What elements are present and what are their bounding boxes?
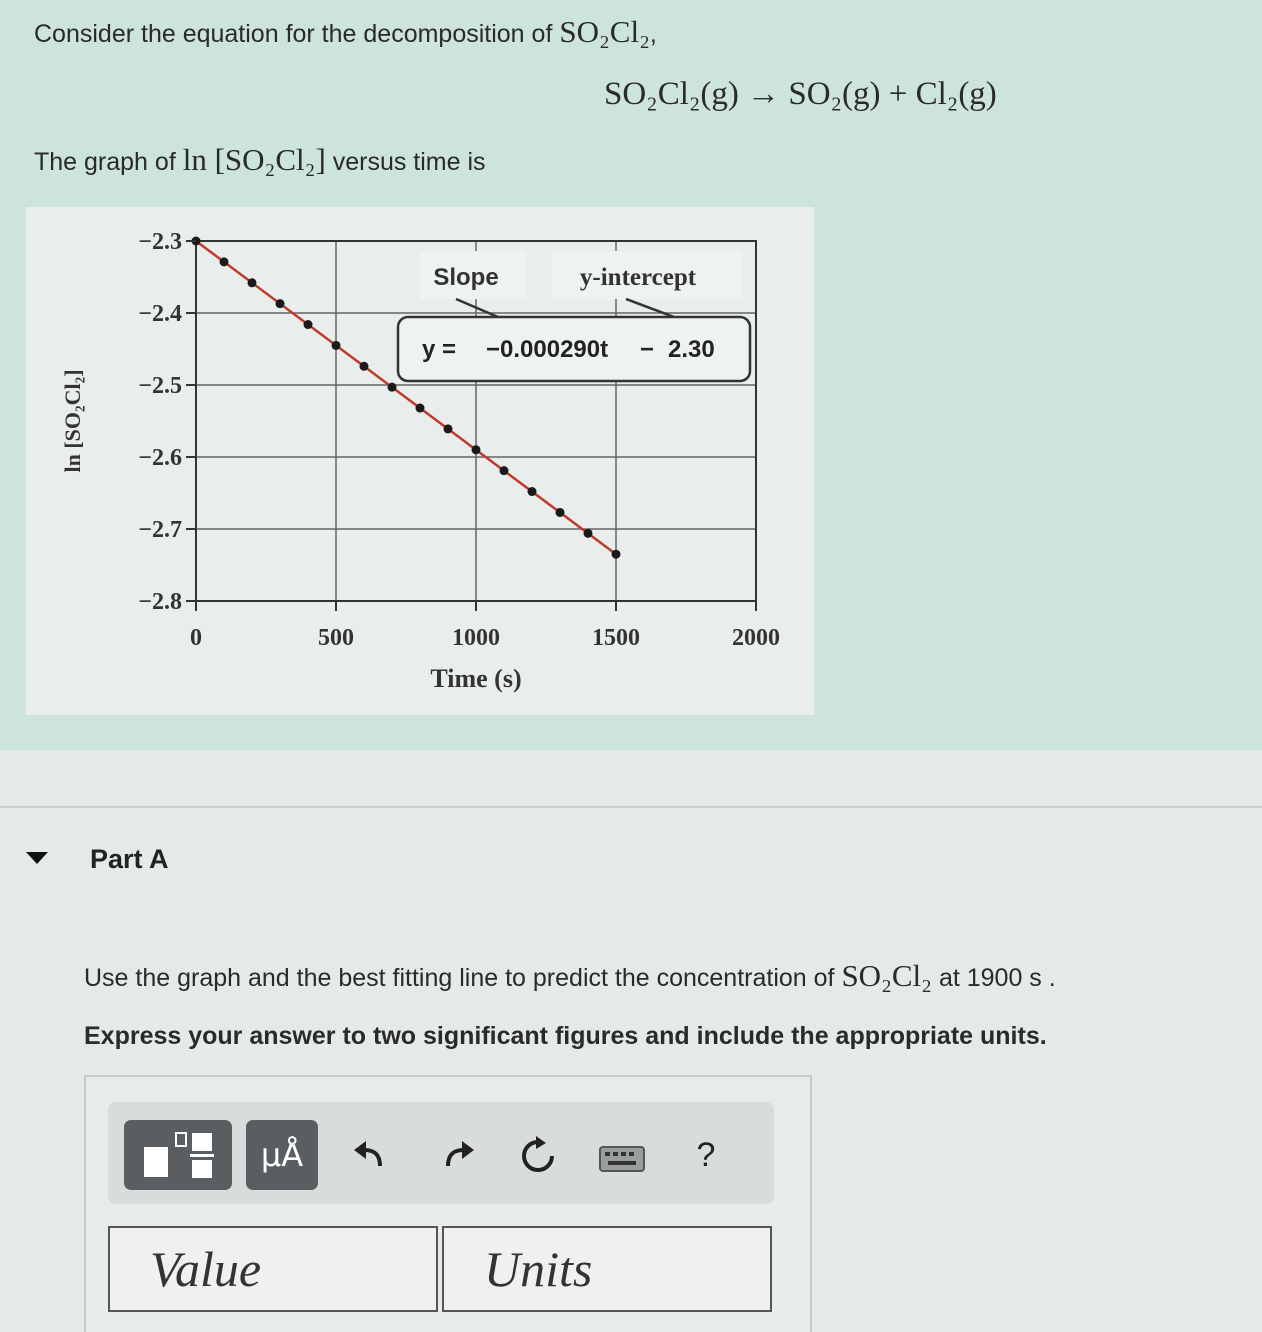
data-point	[220, 257, 229, 266]
x-tick-label: 0	[190, 625, 202, 651]
eq-slope: −0.000290t	[486, 336, 609, 363]
data-point	[248, 278, 257, 287]
data-point	[584, 529, 593, 538]
y-tick-label: −2.5	[138, 373, 182, 399]
templates-button[interactable]	[124, 1120, 232, 1190]
x-tick-label: 1500	[592, 625, 640, 651]
redo-button[interactable]	[436, 1134, 480, 1178]
eq-lhs: y =	[422, 336, 457, 363]
reset-icon	[516, 1134, 560, 1178]
eq-intercept: 2.30	[668, 336, 715, 363]
keyboard-icon	[598, 1145, 646, 1173]
question-text: Use the graph and the best fitting line to predict the concentration of SO₂Cl₂ at 1900 s .	[84, 958, 1056, 993]
y-tick-label: −2.6	[138, 445, 182, 471]
data-point	[388, 383, 397, 392]
fraction-template-icon	[138, 1127, 218, 1183]
ln-concentration-chart	[26, 207, 814, 715]
graph-intro-formula: ln [SO₂Cl₂]	[182, 142, 326, 177]
data-point	[528, 487, 537, 496]
undo-icon	[350, 1136, 390, 1176]
data-point	[444, 424, 453, 433]
collapse-toggle-icon[interactable]	[26, 852, 48, 864]
intro-text: Consider the equation for the decomposition of SO₂Cl₂,	[34, 14, 657, 49]
y-tick-label: −2.7	[138, 517, 182, 543]
x-tick-label: 1000	[452, 625, 500, 651]
value-input[interactable]: Value	[108, 1226, 438, 1312]
data-point	[332, 341, 341, 350]
data-point	[276, 299, 285, 308]
y-tick-label: −2.4	[138, 301, 182, 327]
x-axis-label: Time (s)	[430, 664, 522, 693]
intercept-label: y-intercept	[579, 264, 697, 291]
question-formula: SO₂Cl₂	[841, 958, 932, 993]
reaction-equation: SO₂Cl₂(g) → SO₂(g) + Cl₂(g)	[604, 76, 997, 112]
section-divider	[0, 806, 1262, 808]
chart-panel	[26, 207, 814, 715]
redo-icon	[438, 1136, 478, 1176]
intro-formula: SO₂Cl₂	[559, 14, 650, 49]
units-button[interactable]: μÅ	[246, 1120, 318, 1190]
data-point	[360, 362, 369, 371]
x-tick-label: 2000	[732, 625, 780, 651]
answer-toolbar	[108, 1102, 774, 1204]
data-point	[556, 508, 565, 517]
data-point	[416, 404, 425, 413]
slope-label: Slope	[433, 264, 499, 291]
eq-op: −	[640, 336, 655, 363]
units-input[interactable]: Units	[442, 1226, 772, 1312]
y-tick-label: −2.3	[138, 229, 182, 255]
data-point	[612, 550, 621, 559]
data-point	[472, 445, 481, 454]
x-tick-label: 500	[318, 625, 354, 651]
instruction-text: Express your answer to two significant figures and include the appropriate units.	[84, 1022, 1047, 1050]
part-title[interactable]: Part A	[90, 844, 169, 874]
data-point	[304, 320, 313, 329]
graph-intro: The graph of ln [SO₂Cl₂] versus time is	[34, 142, 486, 177]
reset-button[interactable]	[514, 1132, 562, 1180]
data-point	[500, 466, 509, 475]
undo-button[interactable]	[348, 1134, 392, 1178]
y-axis-label: ln [SO₂Cl₂]	[60, 369, 85, 473]
y-tick-label: −2.8	[138, 589, 182, 615]
help-button[interactable]: ?	[696, 1135, 716, 1174]
keyboard-button[interactable]	[598, 1144, 646, 1174]
